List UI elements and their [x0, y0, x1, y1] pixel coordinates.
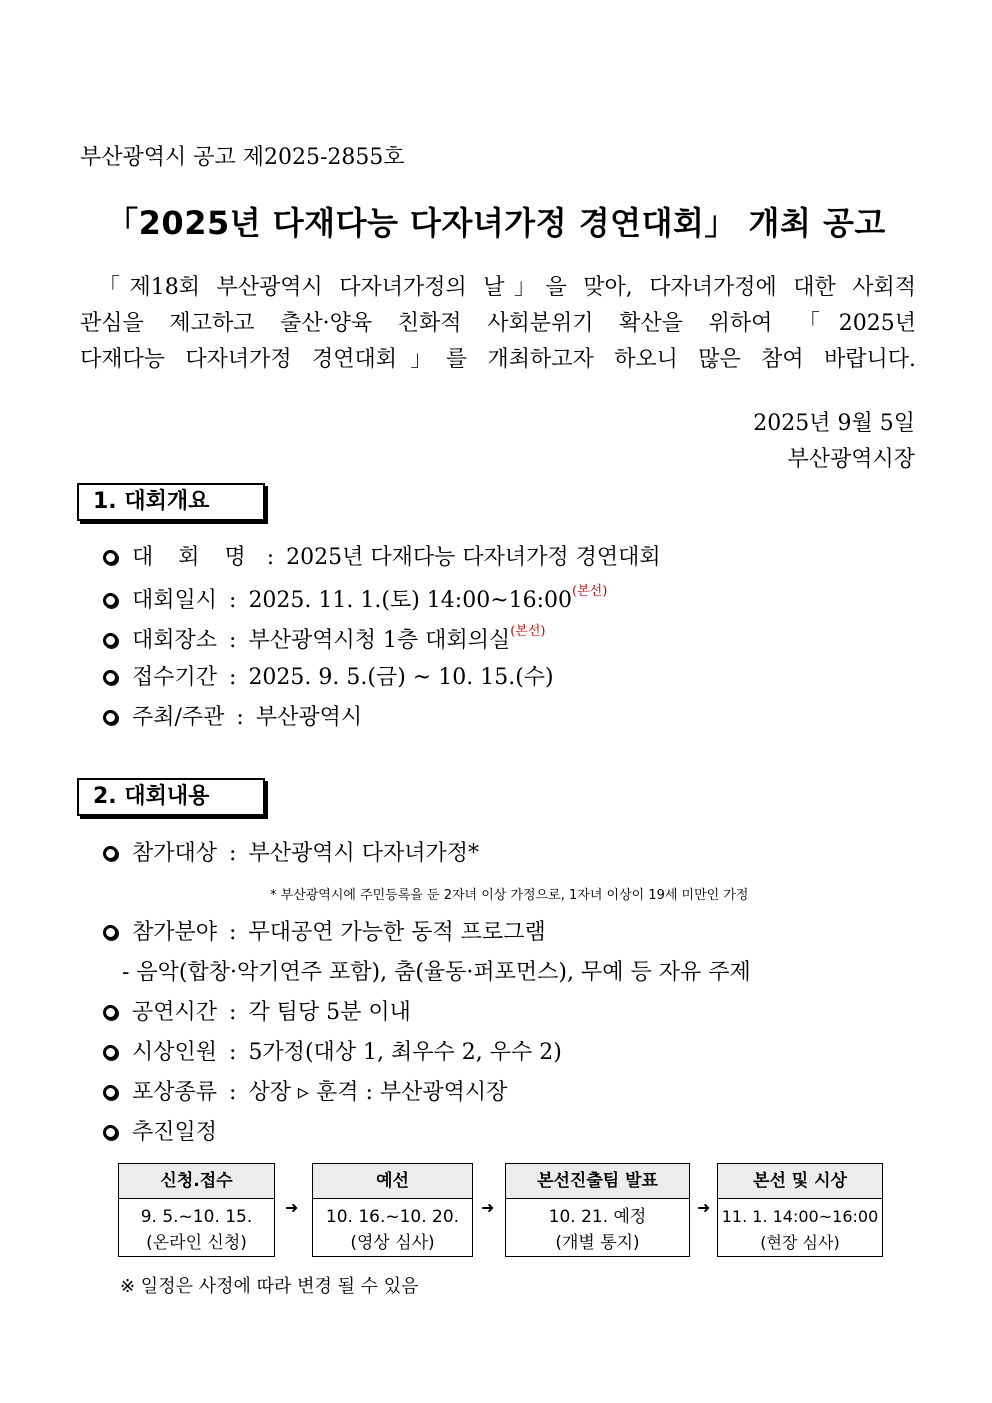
item-value: 무대공연 가능한 동적 프로그램	[248, 920, 546, 945]
final-round-tag: (본선)	[510, 624, 546, 639]
schedule-step-date: 11. 1. 14:00~16:00	[721, 1207, 879, 1226]
overview-item-name: 대 회 명 : 2025년 다재다능 다자녀가정 경연대회	[103, 540, 661, 571]
item-label: 대회일시	[132, 588, 218, 613]
item-value: 2025. 9. 5.(금) ~ 10. 15.(수)	[248, 665, 554, 690]
item-label: 시상인원	[132, 1040, 218, 1065]
issuer: 부산광역시장	[787, 447, 915, 472]
item-value: 2025년 다재다능 다자녀가정 경연대회	[286, 545, 661, 570]
arrow-right-icon: ➜	[285, 1198, 299, 1217]
final-round-tag: (본선)	[572, 584, 608, 599]
item-value: 부산광역시	[255, 705, 363, 730]
notice-number: 부산광역시 공고 제2025-2855호	[80, 145, 405, 170]
item-label: 공연시간	[132, 1000, 218, 1025]
item-value: 부산광역시 다자녀가정*	[248, 841, 479, 866]
intro-line: 관심을 제고하고 출산·양육 친화적 사회분위기 확산을 위하여 「2025년	[80, 311, 916, 336]
section-heading-content: 2. 대회내용	[77, 778, 265, 816]
item-label: 참가분야	[132, 920, 218, 945]
circle-bullet-icon	[103, 1085, 118, 1100]
circle-bullet-icon	[103, 1125, 118, 1140]
schedule-step-date: 9. 5.~10. 15.	[140, 1207, 253, 1227]
item-label: 대 회 명	[132, 545, 255, 570]
schedule-step-finalist-announcement	[505, 1163, 690, 1257]
circle-bullet-icon	[103, 846, 118, 861]
circle-bullet-icon	[103, 1045, 118, 1060]
schedule-step-title: 신청.접수	[119, 1164, 274, 1199]
intro-line: 「제18회 부산광역시 다자녀가정의 날」을 맞아, 다자녀가정에 대한 사회적	[98, 275, 916, 300]
content-item-schedule	[103, 1115, 217, 1146]
schedule-step-final-awards	[717, 1163, 883, 1257]
overview-item-venue: 대회장소 : 부산광역시청 1층 대회의실$^{(본선)}$	[103, 620, 545, 654]
circle-bullet-icon	[103, 593, 118, 608]
overview-item-host: 주최/주관 : 부산광역시	[103, 700, 362, 731]
schedule-step-title: 본선 및 시상	[718, 1164, 882, 1199]
item-label: 추진일정	[132, 1120, 218, 1145]
issue-date: 2025년 9월 5일	[753, 411, 915, 436]
schedule-step-application	[118, 1163, 275, 1257]
intro-line: 다재다능 다자녀가정 경연대회」를 개최하고자 하오니 많은 참여 바랍니다.	[80, 347, 916, 372]
circle-bullet-icon	[103, 1005, 118, 1020]
schedule-step-preliminary	[312, 1163, 473, 1257]
content-item-category: 참가분야 : 무대공연 가능한 동적 프로그램	[103, 915, 546, 946]
item-value: 각 팀당 5분 이내	[248, 1000, 411, 1025]
overview-item-period: 접수기간 : 2025. 9. 5.(금) ~ 10. 15.(수)	[103, 660, 554, 691]
item-label: 참가대상	[132, 841, 218, 866]
item-label: 대회장소	[132, 628, 218, 653]
circle-bullet-icon	[103, 633, 118, 648]
content-item-eligibility: 참가대상 : 부산광역시 다자녀가정*	[103, 836, 479, 867]
circle-bullet-icon	[103, 925, 118, 940]
schedule-step-date: 10. 16.~10. 20.	[325, 1207, 460, 1227]
item-label: 접수기간	[132, 665, 218, 690]
schedule-step-method: (현장 심사)	[760, 1233, 840, 1252]
item-label: 포상종류	[132, 1080, 218, 1105]
schedule-step-date: 10. 21. 예정	[548, 1207, 647, 1227]
item-value: 부산광역시청 1층 대회의실	[248, 628, 511, 653]
content-item-award-type: 포상종류 : 상장 ▹ 훈격 : 부산광역시장	[103, 1075, 507, 1106]
arrow-right-icon: ➜	[697, 1198, 711, 1217]
content-item-awards-count: 시상인원 : 5가정(대상 1, 최우수 2, 우수 2)	[103, 1035, 562, 1066]
circle-bullet-icon	[103, 710, 118, 725]
circle-bullet-icon	[103, 550, 118, 565]
schedule-step-title: 예선	[313, 1164, 472, 1199]
schedule-step-method: (영상 심사)	[350, 1233, 435, 1253]
section-heading-overview: 1. 대회개요	[77, 483, 265, 521]
category-detail: - 음악(합창·악기연주 포함), 춤(율동·퍼포먼스), 무예 등 자유 주제	[122, 960, 751, 985]
page-title: 「2025년 다재다능 다자녀가정 경연대회」 개최 공고	[106, 204, 886, 242]
eligibility-footnote: * 부산광역시에 주민등록을 둔 2자녀 이상 가정으로, 1자녀 이상이 19세 미만인 가정	[270, 888, 749, 903]
arrow-right-icon: ➜	[481, 1198, 495, 1217]
schedule-note: ※ 일정은 사정에 따라 변경 될 수 있음	[120, 1276, 419, 1297]
schedule-step-method: (개별 통지)	[555, 1233, 640, 1253]
item-value: 5가정(대상 1, 최우수 2, 우수 2)	[248, 1040, 562, 1065]
item-value: 2025. 11. 1.(토) 14:00~16:00	[248, 588, 573, 613]
intro-paragraph	[80, 270, 916, 378]
circle-bullet-icon	[103, 670, 118, 685]
schedule-step-method: (온라인 신청)	[146, 1233, 247, 1253]
item-label: 주최/주관	[132, 705, 225, 730]
item-value: 상장 ▹ 훈격 : 부산광역시장	[248, 1080, 508, 1105]
overview-item-datetime: 대회일시 : 2025. 11. 1.(토) $14:00\sim 16:00^{(본선)}$	[103, 580, 607, 614]
schedule-step-title: 본선진출팀 발표	[506, 1164, 689, 1199]
content-item-duration: 공연시간 : 각 팀당 5분 이내	[103, 995, 411, 1026]
